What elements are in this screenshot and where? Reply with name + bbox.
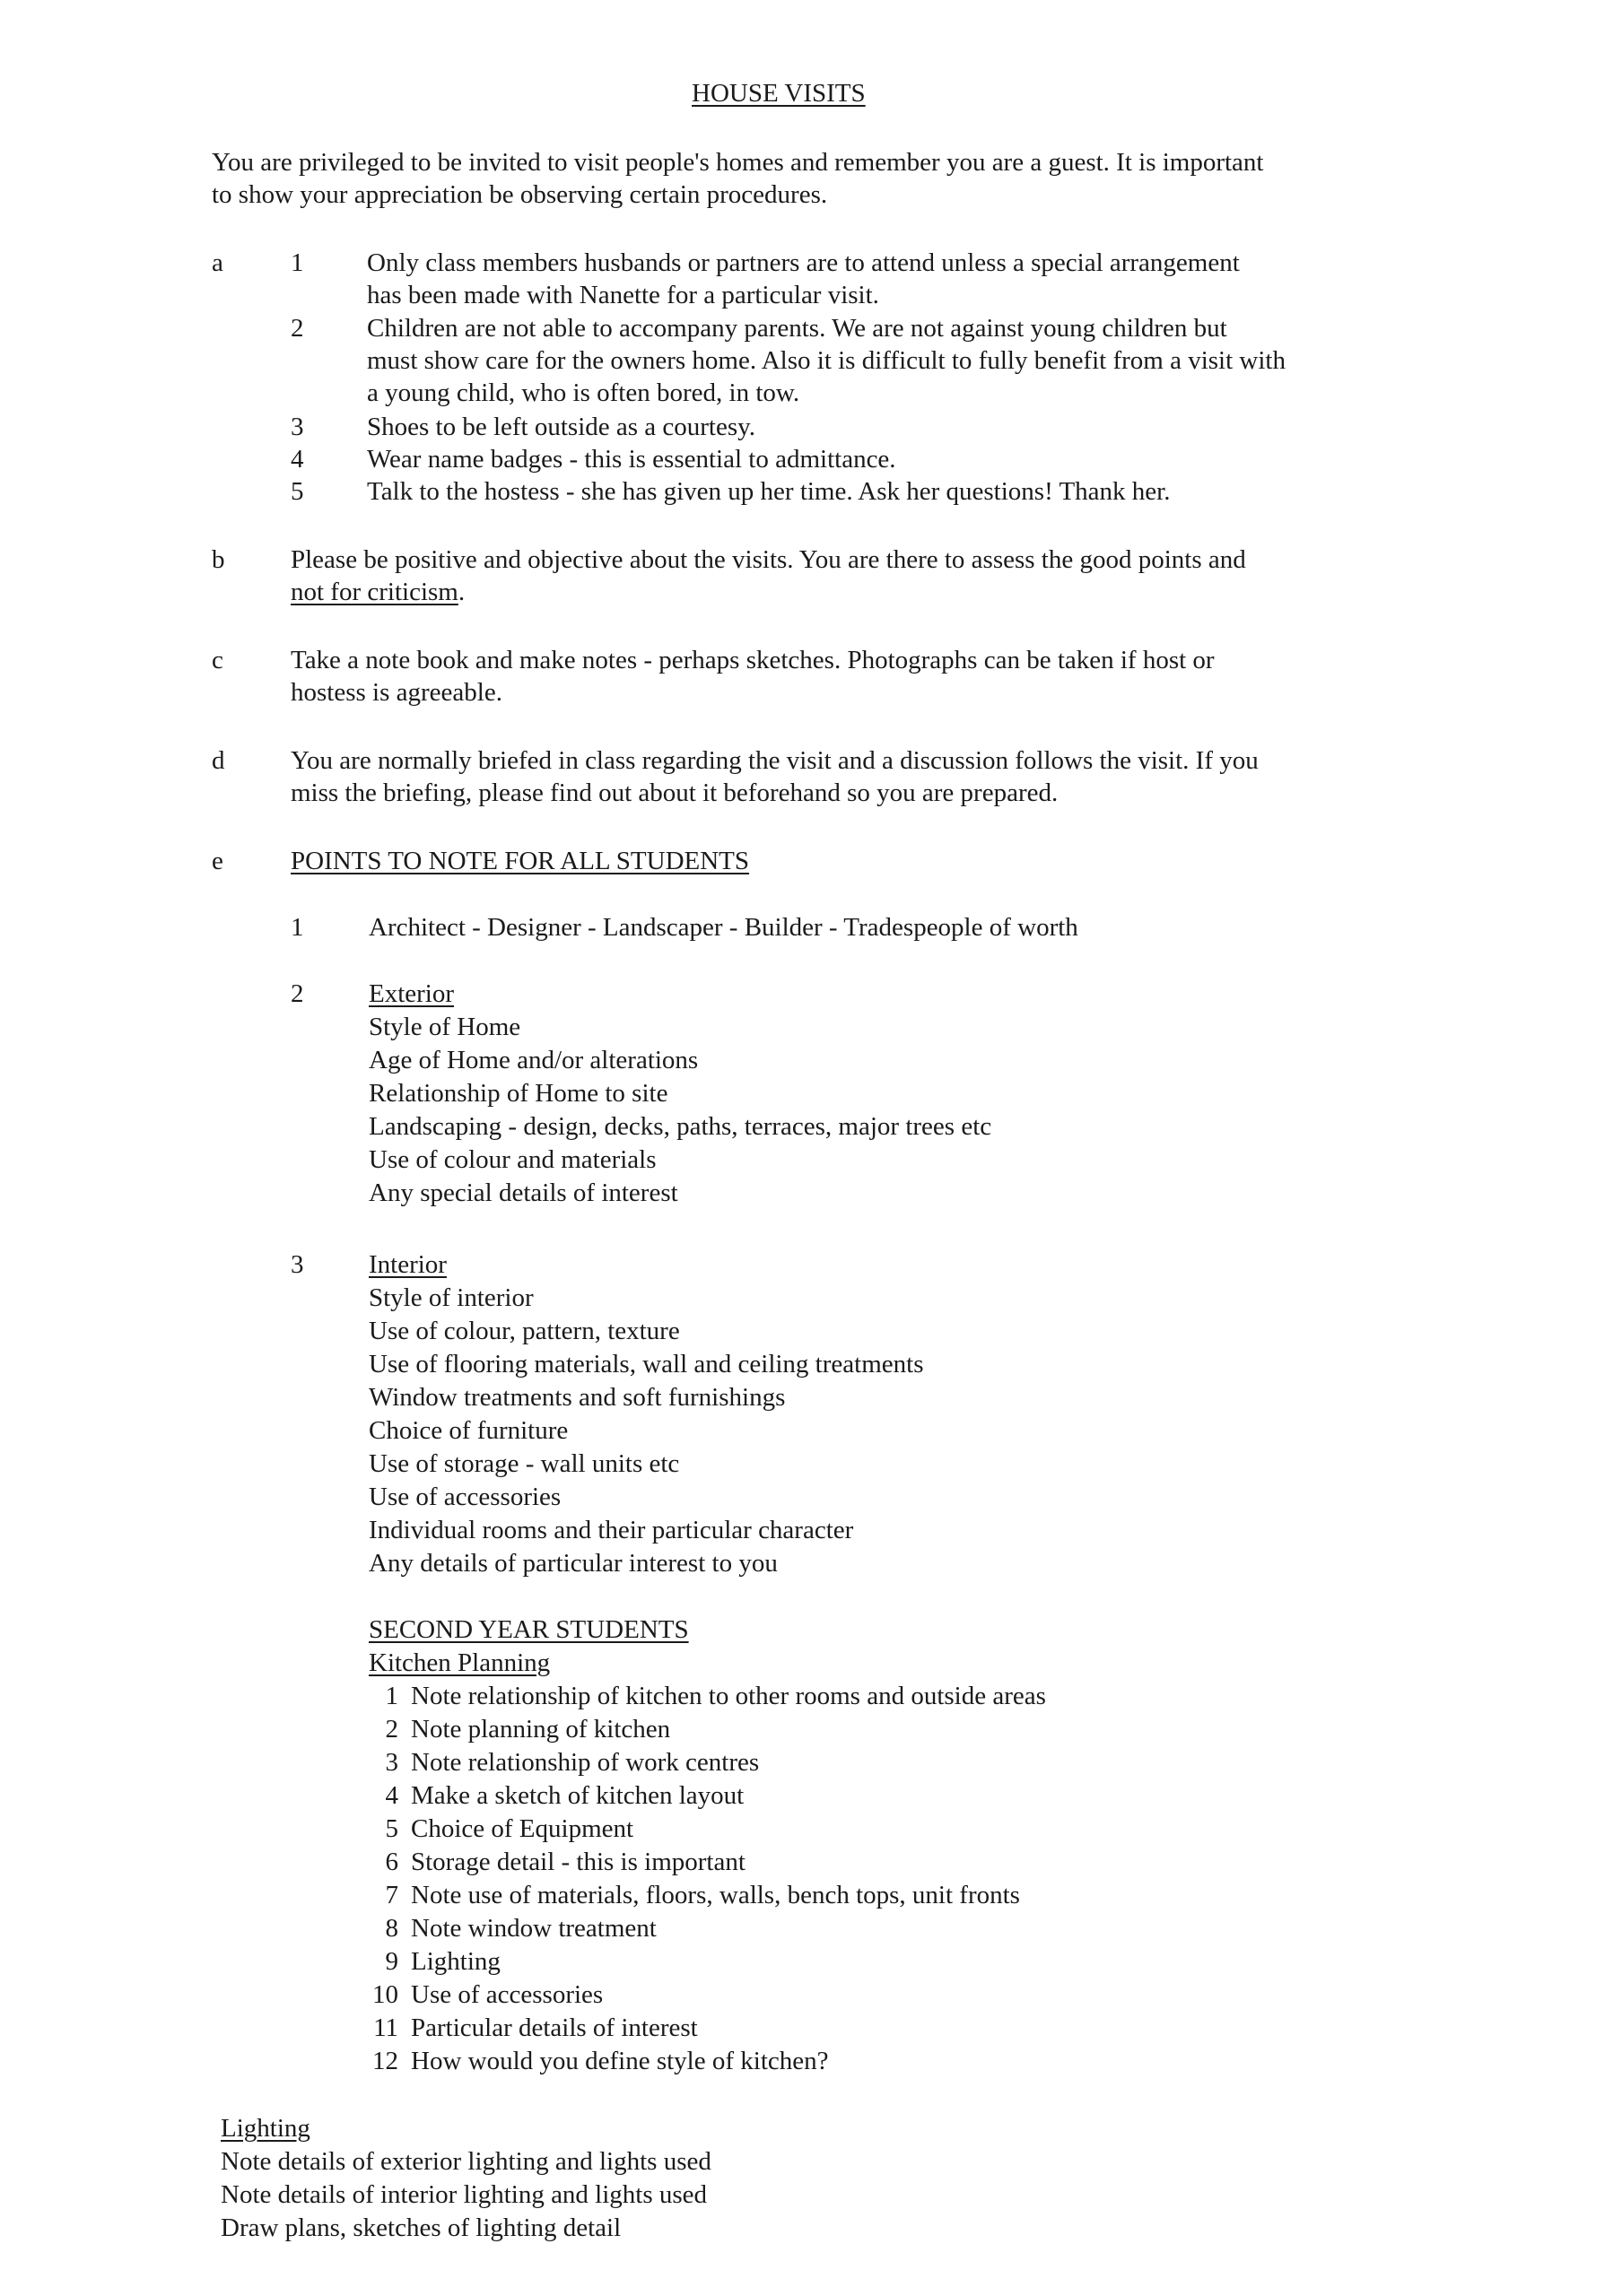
intro-line-1: You are privileged to be invited to visit people's homes and remember you are a guest. It is important (212, 148, 1264, 177)
section-b-line-1: Please be positive and objective about the visits. You are there to assess the good points and (291, 545, 1246, 574)
section-c-line-2: hostess is agreeable. (291, 678, 502, 707)
exterior-line-1: Style of Home (369, 1013, 521, 1041)
second-year-heading: SECOND YEAR STUDENTS (369, 1615, 689, 1644)
section-d-label: d (212, 746, 225, 775)
kitchen-item-text: Use of accessories (411, 1980, 604, 2009)
section-a-item-2-line-1: Children are not able to accompany parents. We are not against young children but (367, 314, 1227, 343)
kitchen-item-text: Note relationship of kitchen to other rooms and outside areas (411, 1682, 1046, 1710)
kitchen-item-text: Choice of Equipment (411, 1814, 634, 1843)
kitchen-item-number: 3 (385, 1748, 398, 1777)
section-c-line-1: Take a note book and make notes - perhaps sketches. Photographs can be taken if host or (291, 646, 1215, 674)
kitchen-item-text: Note use of materials, floors, walls, bench tops, unit fronts (411, 1881, 1020, 1909)
interior-line-8: Individual rooms and their particular character (369, 1516, 854, 1544)
section-b-label: b (212, 545, 225, 574)
kitchen-item-number: 12 (372, 2047, 398, 2075)
interior-line-5: Choice of furniture (369, 1416, 569, 1445)
section-a-item-5-line-1: Talk to the hostess - she has given up her time. Ask her questions! Thank her. (367, 477, 1171, 506)
interior-line-7: Use of accessories (369, 1483, 562, 1511)
lighting-line-3: Draw plans, sketches of lighting detail (221, 2213, 622, 2242)
section-e-item-1-number: 1 (291, 913, 304, 942)
kitchen-item-number: 1 (385, 1682, 398, 1710)
section-a-label: a (212, 248, 223, 277)
kitchen-item-text: Storage detail - this is important (411, 1848, 746, 1876)
exterior-line-6: Any special details of interest (369, 1178, 678, 1207)
lighting-line-1: Note details of exterior lighting and lights used (221, 2147, 711, 2176)
section-a-item-4-number: 4 (291, 445, 304, 474)
interior-line-4: Window treatments and soft furnishings (369, 1383, 786, 1412)
section-c-label: c (212, 646, 223, 674)
interior-line-9: Any details of particular interest to you (369, 1549, 778, 1578)
section-e-heading: POINTS TO NOTE FOR ALL STUDENTS (291, 847, 750, 875)
section-e-label: e (212, 847, 223, 875)
section-a-item-5-number: 5 (291, 477, 304, 506)
intro-line-2: to show your appreciation be observing certain procedures. (212, 180, 828, 209)
kitchen-item-text: Note relationship of work centres (411, 1748, 760, 1777)
interior-line-6: Use of storage - wall units etc (369, 1449, 680, 1478)
kitchen-item-text: How would you define style of kitchen? (411, 2047, 829, 2075)
kitchen-item-number: 6 (385, 1848, 398, 1876)
section-e-item-3-number: 3 (291, 1250, 304, 1279)
section-a-item-1-line-1: Only class members husbands or partners are to attend unless a special arrangement (367, 248, 1240, 277)
interior-line-1: Style of interior (369, 1283, 534, 1312)
section-a-item-1-number: 1 (291, 248, 304, 277)
kitchen-item-number: 7 (385, 1881, 398, 1909)
lighting-heading: Lighting (221, 2114, 310, 2143)
section-a-item-2-line-3: a young child, who is often bored, in tow. (367, 378, 800, 407)
kitchen-item-number: 5 (385, 1814, 398, 1843)
kitchen-item-number: 2 (385, 1715, 398, 1744)
kitchen-item-text: Particular details of interest (411, 2013, 698, 2042)
kitchen-item-number: 4 (385, 1781, 398, 1810)
exterior-heading: Exterior (369, 979, 455, 1008)
section-b-line-2-end: . (458, 578, 466, 606)
section-a-item-3-line-1: Shoes to be left outside as a courtesy. (367, 413, 756, 441)
exterior-line-2: Age of Home and/or alterations (369, 1046, 699, 1074)
kitchen-item-number: 10 (372, 1980, 398, 2009)
section-e-item-2-number: 2 (291, 979, 304, 1008)
kitchen-planning-heading: Kitchen Planning (369, 1648, 551, 1677)
section-a-item-2-line-2: must show care for the owners home. Also it is difficult to fully benefit from a visit with (367, 346, 1286, 375)
section-a-item-3-number: 3 (291, 413, 304, 441)
interior-heading: Interior (369, 1250, 447, 1279)
section-d-line-1: You are normally briefed in class regarding the visit and a discussion follows the visit. If you (291, 746, 1259, 775)
section-b-underlined-text: not for criticism (291, 578, 458, 606)
section-a-item-1-line-2: has been made with Nanette for a particular visit. (367, 281, 879, 309)
exterior-line-5: Use of colour and materials (369, 1145, 657, 1174)
exterior-line-4: Landscaping - design, decks, paths, terraces, major trees etc (369, 1112, 992, 1141)
interior-line-3: Use of flooring materials, wall and ceiling treatments (369, 1350, 924, 1378)
section-a-item-2-number: 2 (291, 314, 304, 343)
section-e-item-1-text: Architect - Designer - Landscaper - Builder - Tradespeople of worth (369, 913, 1078, 942)
document-title: HOUSE VISITS (692, 79, 866, 108)
section-b-line-2 (291, 576, 465, 609)
section-d-line-2: miss the briefing, please find out about it beforehand so you are prepared. (291, 778, 1059, 807)
kitchen-item-text: Lighting (411, 1947, 501, 1976)
kitchen-item-number: 11 (373, 2013, 398, 2042)
section-a-item-4-line-1: Wear name badges - this is essential to admittance. (367, 445, 896, 474)
kitchen-item-text: Note window treatment (411, 1914, 657, 1943)
kitchen-item-number: 9 (385, 1947, 398, 1976)
kitchen-item-text: Make a sketch of kitchen layout (411, 1781, 745, 1810)
kitchen-item-number: 8 (385, 1914, 398, 1943)
interior-line-2: Use of colour, pattern, texture (369, 1317, 680, 1345)
lighting-line-2: Note details of interior lighting and lights used (221, 2180, 708, 2209)
exterior-line-3: Relationship of Home to site (369, 1079, 668, 1108)
kitchen-item-text: Note planning of kitchen (411, 1715, 671, 1744)
